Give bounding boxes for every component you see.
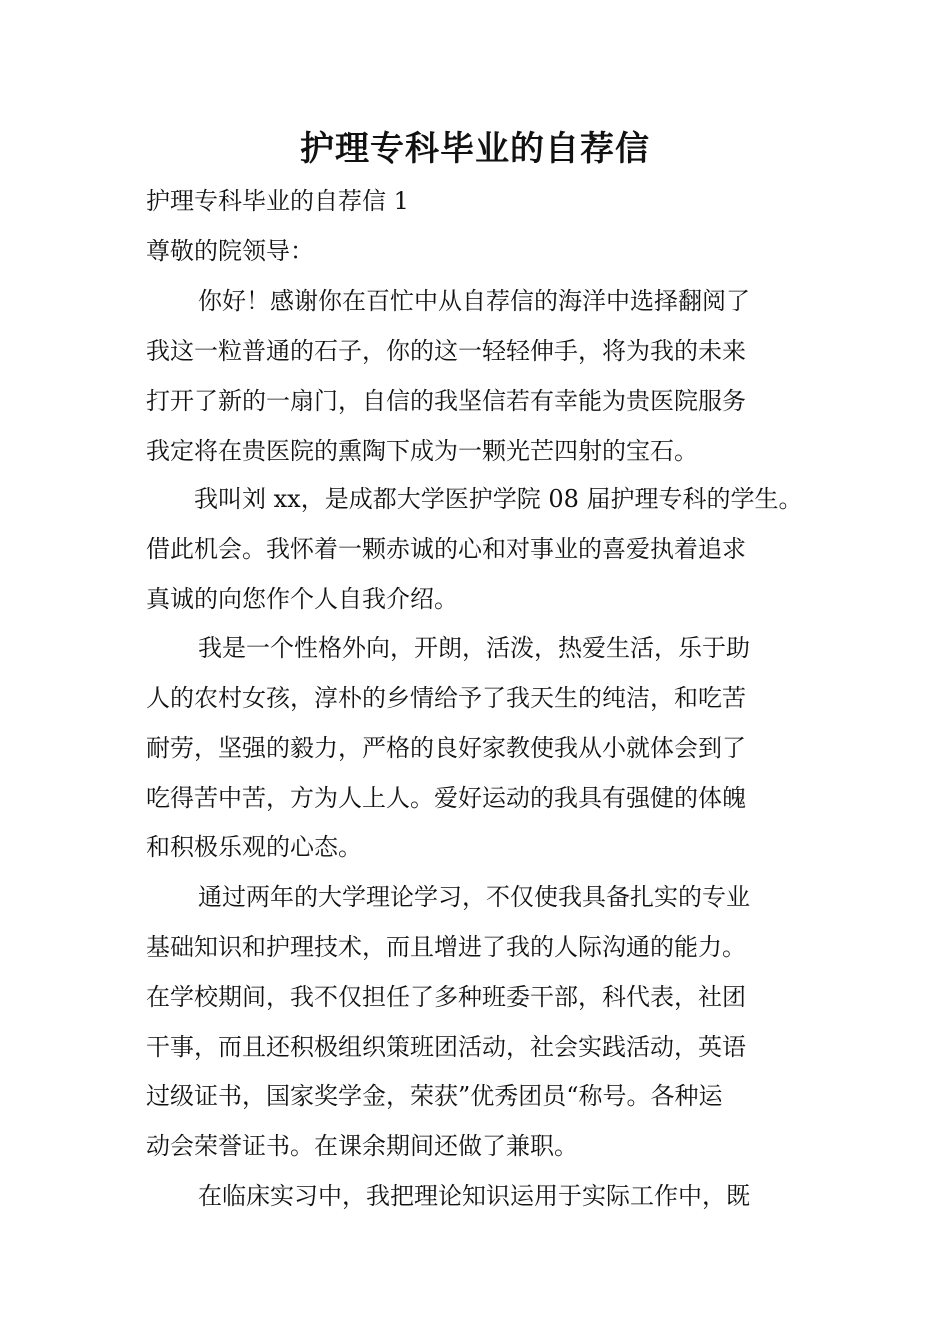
paragraph-line: 干事，而且还积极组织策班团活动，社会实践活动，英语 — [146, 1033, 746, 1061]
paragraph-line: 在临床实习中，我把理论知识运用于实际工作中，既 — [198, 1182, 750, 1210]
salutation: 尊敬的院领导： — [146, 237, 314, 265]
paragraph-line: 基础知识和护理技术，而且增进了我的人际沟通的能力。 — [146, 933, 746, 961]
paragraph-line: 吃得苦中苦，方为人上人。爱好运动的我具有强健的体魄 — [146, 784, 746, 812]
paragraph-line: 借此机会。我怀着一颗赤诚的心和对事业的喜爱执着追求 — [146, 535, 746, 563]
paragraph-line: 通过两年的大学理论学习，不仅使我具备扎实的专业 — [198, 883, 750, 911]
paragraph-line: 我定将在贵医院的熏陶下成为一颗光芒四射的宝石。 — [146, 437, 698, 465]
document-subtitle: 护理专科毕业的自荐信 1 — [146, 187, 409, 215]
paragraph-line: 我这一粒普通的石子，你的这一轻轻伸手，将为我的未来 — [146, 337, 746, 365]
paragraph-line: 人的农村女孩，淳朴的乡情给予了我天生的纯洁，和吃苦 — [146, 684, 746, 712]
paragraph-line: 过级证书，国家奖学金，荣获”优秀团员“称号。各种运 — [146, 1082, 723, 1110]
paragraph-line: 真诚的向您作个人自我介绍。 — [146, 585, 458, 613]
paragraph-line: 打开了新的一扇门，自信的我坚信若有幸能为贵医院服务 — [146, 387, 746, 415]
paragraph-line: 和积极乐观的心态。 — [146, 833, 362, 861]
document-title: 护理专科毕业的自荐信 — [300, 129, 650, 169]
paragraph-line: 你好！感谢你在百忙中从自荐信的海洋中选择翻阅了 — [198, 287, 750, 315]
paragraph-line: 耐劳，坚强的毅力，严格的良好家教使我从小就体会到了 — [146, 734, 746, 762]
paragraph-line: 我是一个性格外向，开朗，活泼，热爱生活，乐于助 — [198, 634, 750, 662]
paragraph-line: 我叫刘 xx，是成都大学医护学院 08 届护理专科的学生。 — [194, 485, 803, 513]
paragraph-line: 在学校期间，我不仅担任了多种班委干部，科代表，社团 — [146, 983, 746, 1011]
paragraph-line: 动会荣誉证书。在课余期间还做了兼职。 — [146, 1132, 578, 1160]
